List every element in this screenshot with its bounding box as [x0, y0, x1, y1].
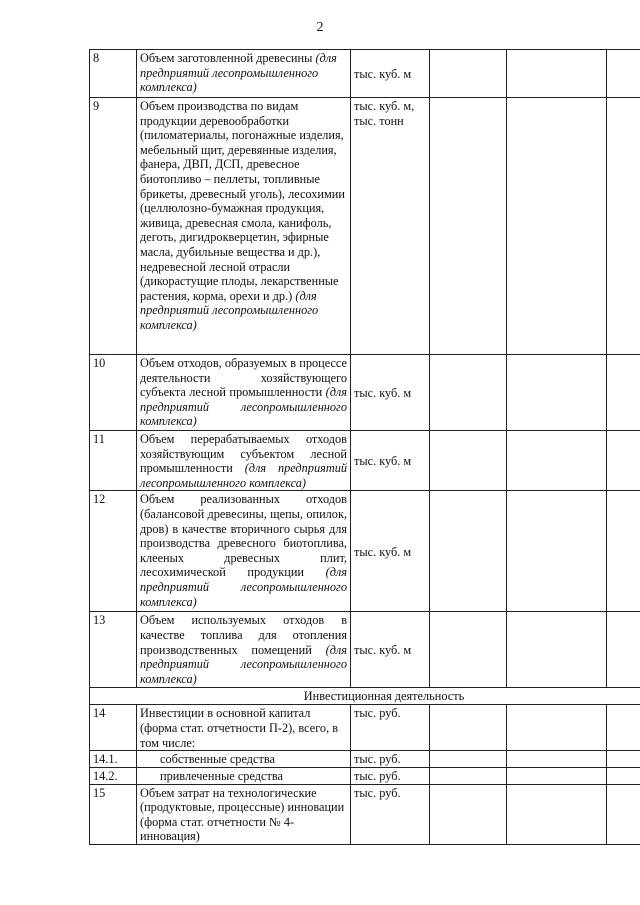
table-row	[90, 50, 640, 98]
value-cell	[430, 50, 507, 98]
description-note: (для предприятий лесопромышленного комплекса)	[140, 385, 347, 429]
row-number: 12	[90, 491, 137, 612]
table-row	[90, 491, 640, 612]
table-row	[90, 612, 640, 688]
value-cell	[507, 98, 607, 355]
table-row	[90, 705, 640, 751]
value-cell	[607, 431, 640, 491]
description-text: Объем перерабатываемых отходов хозяйствующим субъектом лесной промышленности	[140, 432, 347, 476]
row-unit: тыс. куб. м	[351, 431, 430, 491]
description-text: привлеченные средства	[160, 768, 283, 783]
row-description	[137, 98, 351, 355]
table-row	[90, 751, 640, 768]
value-cell	[507, 751, 607, 768]
row-description	[137, 50, 351, 98]
section-row	[90, 688, 640, 705]
table-row	[90, 767, 640, 784]
value-cell	[507, 491, 607, 612]
description-note: (для предприятий лесопромышленного комплекса)	[140, 288, 319, 332]
value-cell	[430, 751, 507, 768]
row-unit: тыс. руб.	[351, 751, 430, 768]
table-row	[90, 784, 640, 844]
row-unit: тыс. куб. м	[351, 491, 430, 612]
row-number: 15	[90, 784, 137, 844]
value-cell	[607, 491, 640, 612]
description-note: (для предприятий лесопромышленного комплекса)	[140, 565, 348, 609]
value-cell	[507, 355, 607, 431]
table-row	[90, 431, 640, 491]
value-cell	[607, 612, 640, 688]
section-title: Инвестиционная деятельность	[90, 688, 640, 705]
value-cell	[430, 355, 507, 431]
value-cell	[607, 98, 640, 355]
description-text: Объем используемых отходов в качестве топлива для отопления производственных помещений	[140, 613, 347, 657]
row-description: Инвестиции в основной капитал (форма стат. отчетности П-2), всего, в том числе:	[137, 705, 351, 751]
value-cell	[607, 50, 640, 98]
value-cell	[430, 612, 507, 688]
row-number: 11	[90, 431, 137, 491]
value-cell	[507, 705, 607, 751]
table-row	[90, 98, 640, 355]
row-number: 14.1.	[90, 751, 137, 768]
description-text: собственные средства	[160, 752, 275, 767]
row-unit: тыс. куб. м	[351, 612, 430, 688]
row-unit: тыс. куб. м, тыс. тонн	[351, 98, 430, 355]
description-text: Объем заготовленной древесины	[140, 51, 313, 65]
row-description	[137, 491, 351, 612]
value-cell	[607, 355, 640, 431]
row-unit: тыс. руб.	[351, 784, 430, 844]
value-cell	[430, 431, 507, 491]
row-unit: тыс. куб. м	[351, 50, 430, 98]
row-number: 14	[90, 705, 137, 751]
table-row	[90, 355, 640, 431]
row-number: 13	[90, 612, 137, 688]
row-number: 10	[90, 355, 137, 431]
row-description	[137, 767, 351, 784]
description-note: (для предприятий лесопромышленного комплекса)	[140, 51, 337, 95]
indicators-table	[89, 49, 640, 845]
row-unit: тыс. куб. м	[351, 355, 430, 431]
row-number: 9	[90, 98, 137, 355]
row-description	[137, 355, 351, 431]
value-cell	[430, 767, 507, 784]
page-number: 2	[316, 20, 324, 35]
row-unit: тыс. руб.	[351, 705, 430, 751]
value-cell	[607, 767, 640, 784]
row-description: Объем затрат на технологические (продуктовые, процессные) инновации (форма стат. отчетности № 4-инновация)	[137, 784, 351, 844]
description-text: Объем реализованных отходов (балансовой древесины, щепы, опилок, дров) в качестве вторичного сырья для производства древесного биотоплива, клееных древесных плит, лесохимической продукции	[140, 492, 347, 580]
row-description	[137, 751, 351, 768]
value-cell	[507, 784, 607, 844]
description-note: (для предприятий лесопромышленного комплекса)	[140, 642, 347, 686]
value-cell	[607, 751, 640, 768]
value-cell	[507, 612, 607, 688]
value-cell	[607, 705, 640, 751]
row-description	[137, 431, 351, 491]
value-cell	[430, 705, 507, 751]
row-description	[137, 612, 351, 688]
description-text: Объем производства по видам продукции деревообработки (пиломатериалы, погонажные изделия, мебельный щит, деревянные изделия, фанера, ДВП, ДСП, древесное биотопливо – пеллеты, топливные брикеты, древесный уголь), лесохимии (целлюлозно-бумажная продукция, живица, древесная смола, канифоль, деготь, дигидрокверцетин, эфирные масла, дубильные вещества и др.), недревесной лесной отрасли (дикорастущие плоды, лекарственные растения, корма, орехи и др.)	[140, 99, 345, 303]
value-cell	[430, 98, 507, 355]
description-note: (для предприятий лесопромышленного комплекса)	[140, 461, 347, 490]
description-text: Объем отходов, образуемых в процессе деятельности хозяйствующего субъекта лесной промышленности	[140, 356, 347, 400]
value-cell	[507, 431, 607, 491]
value-cell	[507, 50, 607, 98]
row-number: 14.2.	[90, 767, 137, 784]
value-cell	[430, 784, 507, 844]
value-cell	[430, 491, 507, 612]
value-cell	[507, 767, 607, 784]
value-cell	[607, 784, 640, 844]
row-unit: тыс. руб.	[351, 767, 430, 784]
row-number: 8	[90, 50, 137, 98]
